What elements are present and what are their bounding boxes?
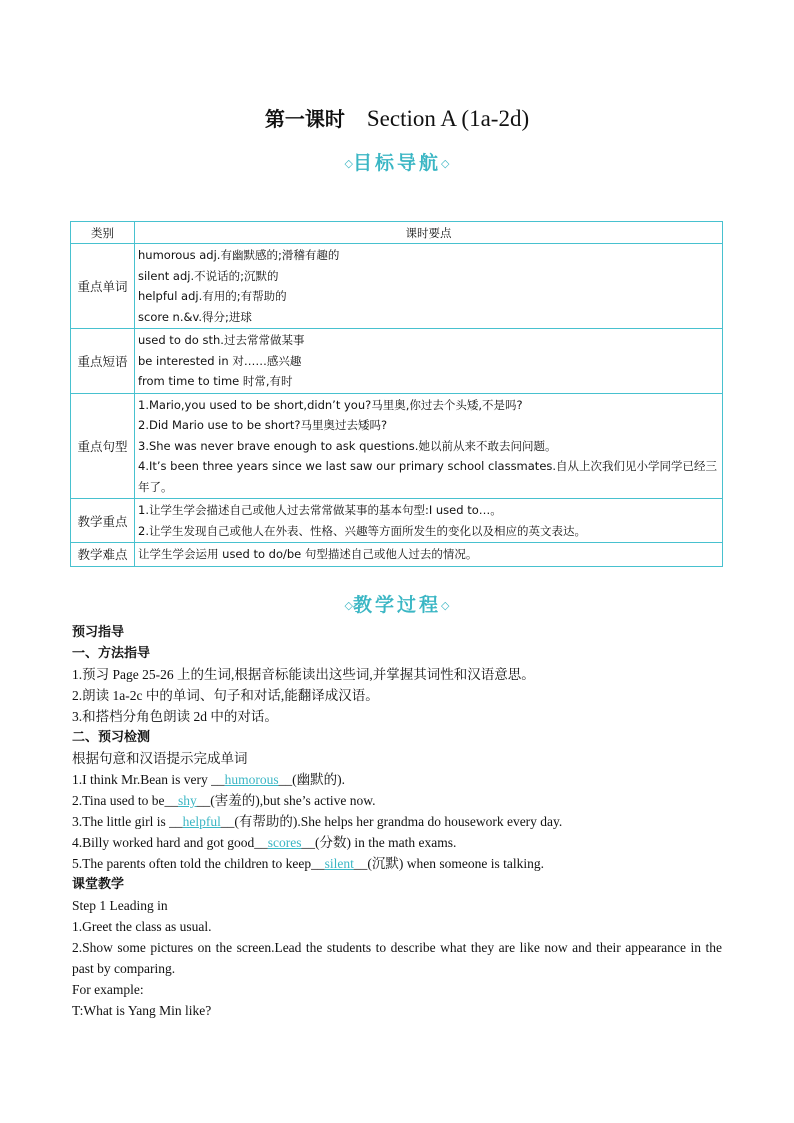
title-cn: 第一课时: [264, 107, 345, 131]
diamond-icon: ◇: [441, 599, 450, 612]
step-item: 1.Greet the class as usual.: [72, 919, 212, 934]
row-category: 教学重点: [71, 499, 135, 543]
content-line: humorous adj.有幽默感的;滑稽有趣的: [138, 248, 340, 262]
exercise-answer: scores: [267, 835, 302, 850]
exercise-answer: humorous: [224, 772, 279, 787]
table-header-row: [71, 222, 723, 244]
content-line: score n.&v.得分;进球: [138, 309, 252, 324]
header-points: 课时要点: [135, 222, 723, 244]
row-content: [135, 543, 723, 567]
content-line: helpful adj.有用的;有帮助的: [138, 289, 287, 303]
content-line: silent adj.不说话的;沉默的: [138, 268, 279, 283]
method-item: 1.预习 Page 25-26 上的生词,根据音标能读出这些词,并掌握其词性和汉语意思。: [72, 667, 535, 682]
preview-title: 预习指导: [72, 625, 125, 640]
method-item: 3.和搭档分角色朗读 2d 中的对话。: [72, 709, 278, 724]
exercise-text: 2.Tina used to be__: [72, 793, 179, 808]
row-category: 重点单词: [71, 244, 135, 329]
exercise-text: __(幽默的).: [278, 772, 345, 787]
exercise-text: 1.I think Mr.Bean is very __: [72, 772, 225, 787]
exercise-text: 5.The parents often told the children to keep__: [72, 856, 325, 871]
row-content: [135, 393, 723, 499]
exercise-text: 3.The little girl is __: [72, 814, 183, 829]
row-content: [135, 329, 723, 394]
example-label: For example:: [72, 982, 144, 997]
exercise-answer: shy: [178, 793, 197, 808]
exercise-item: [72, 790, 722, 811]
content-line: 2.Did Mario use to be short?马里奥过去矮吗?: [138, 418, 388, 432]
exercise-text: __(沉默) when someone is talking.: [353, 856, 545, 871]
row-category: 教学难点: [71, 543, 135, 567]
diamond-icon: ◇: [344, 599, 353, 612]
exercise-answer: silent: [324, 856, 354, 871]
content-line: from time to time 时常,有时: [138, 374, 293, 388]
method-title: 一、方法指导: [72, 646, 151, 661]
table-row: [71, 543, 723, 567]
header-category: 类别: [71, 222, 135, 244]
step-title: Step 1 Leading in: [72, 898, 168, 913]
goal-banner-text: 目标导航: [352, 152, 441, 174]
table-row: [71, 329, 723, 394]
content-line: 3.She was never brave enough to ask questions.她以前从来不敢去问问题。: [138, 438, 557, 453]
table-row: [71, 393, 723, 499]
method-item: 2.朗读 1a-2c 中的单词、句子和对话,能翻译成汉语。: [72, 688, 379, 703]
lesson-body: [72, 622, 722, 1021]
step-item: 2.Show some pictures on the screen.Lead the students to describe what they are like now and their appearance in the past by comparing.: [72, 940, 722, 976]
diamond-icon: ◇: [441, 157, 450, 170]
exercise-item: [72, 853, 722, 874]
exercise-text: __(害羞的),but she’s active now.: [196, 793, 376, 808]
content-line: 1.让学生学会描述自己或他人过去常常做某事的基本句型:I used to…。: [138, 503, 502, 517]
exercise-item: [72, 769, 722, 790]
content-line: 4.It’s been three years since we last saw our primary school classmates.自从上次我们见小学同学已经三年了。: [138, 459, 718, 494]
exercise-text: __(分数) in the math exams.: [301, 835, 457, 850]
check-title: 二、预习检测: [72, 730, 151, 745]
example-question: T:What is Yang Min like?: [72, 1003, 212, 1018]
process-banner: [0, 590, 794, 617]
page-title: [0, 104, 794, 135]
content-line: used to do sth.过去常常做某事: [138, 333, 305, 347]
content-line: 让学生学会运用 used to do/be 句型描述自己或他人过去的情况。: [138, 547, 478, 561]
class-title: 课堂教学: [72, 877, 125, 892]
exercise-text: 4.Billy worked hard and got good__: [72, 835, 268, 850]
exercise-item: [72, 832, 722, 853]
exercise-text: __(有帮助的).She helps her grandma do housework every day.: [220, 814, 563, 829]
table-row: [71, 499, 723, 543]
goal-banner: [0, 148, 794, 175]
check-instruction: 根据句意和汉语提示完成单词: [72, 751, 248, 766]
row-content: [135, 499, 723, 543]
table-row: [71, 244, 723, 329]
content-line: 2.让学生发现自己或他人在外表、性格、兴趣等方面所发生的变化以及相应的英文表达。: [138, 523, 586, 538]
exercise-answer: helpful: [182, 814, 221, 829]
lesson-points-table: [70, 221, 723, 567]
title-en: Section A (1a-2d): [366, 106, 530, 131]
content-line: be interested in 对……感兴趣: [138, 353, 302, 368]
content-line: 1.Mario,you used to be short,didn’t you?马里奥,你过去个头矮,不是吗?: [138, 397, 523, 412]
process-banner-text: 教学过程: [352, 594, 441, 616]
row-content: [135, 244, 723, 329]
exercise-item: [72, 811, 722, 832]
diamond-icon: ◇: [344, 157, 353, 170]
row-category: 重点短语: [71, 329, 135, 394]
row-category: 重点句型: [71, 393, 135, 499]
